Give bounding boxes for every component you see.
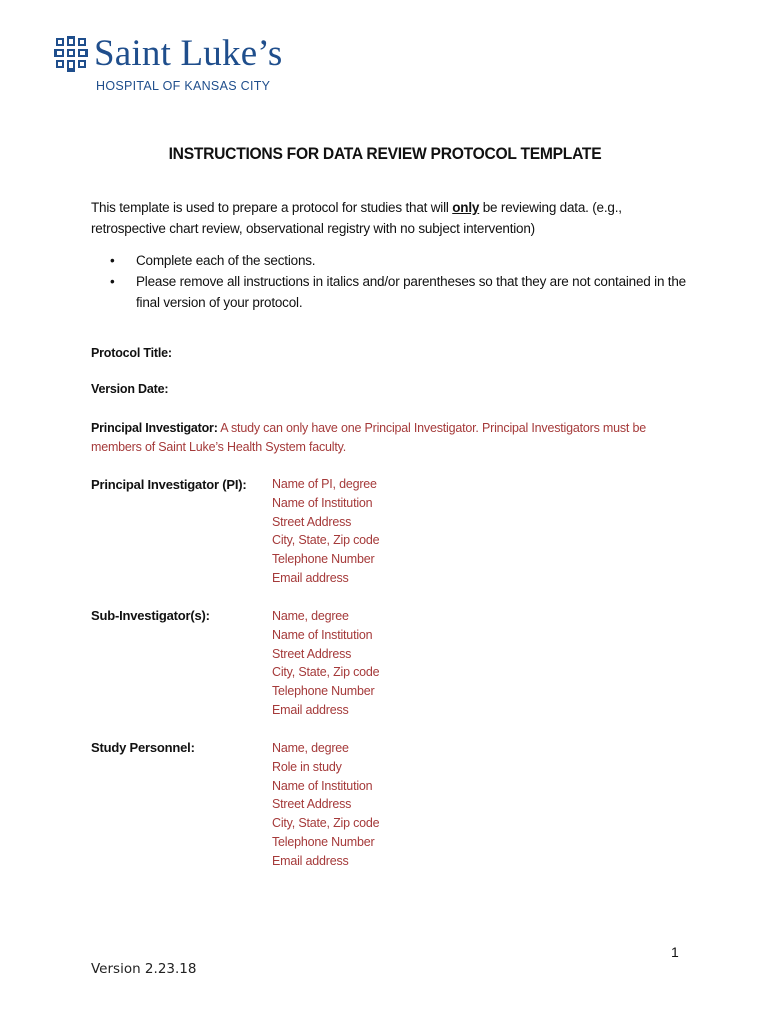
detail-line: Name of Institution (272, 495, 373, 510)
logo-subtitle: HOSPITAL OF KANSAS CITY (96, 79, 271, 93)
pi-note-text: A study can only have one Principal Investigator. Principal Investigators must be members of Saint Luke’s Health System faculty. (91, 421, 646, 454)
version-footer: Version 2.23.18 (91, 961, 197, 977)
study-personnel-details (272, 739, 379, 871)
study-personnel-label: Study Personnel: (91, 740, 195, 755)
pi-note (91, 419, 691, 457)
detail-line: Street Address (272, 797, 352, 812)
page-number: 1 (671, 944, 679, 960)
protocol-title-label: Protocol Title: (91, 346, 172, 360)
detail-line: Name of Institution (272, 627, 373, 642)
cross-grid-icon (54, 36, 88, 72)
list-item (110, 250, 690, 271)
bullet-icon: • (110, 253, 115, 268)
detail-line: Email address (272, 853, 349, 868)
detail-line: Name of Institution (272, 778, 373, 793)
list-item-text: Please remove all instructions in italics and/or parentheses so that they are not contained in the final version of your protocol. (136, 274, 686, 310)
detail-line: Telephone Number (272, 834, 375, 849)
pi-section-label: Principal Investigator (PI): (91, 477, 247, 492)
intro-emphasis: only (452, 200, 480, 215)
intro-text-after: be reviewing data. (e.g., retrospective chart review, observational registry with no subject intervention) (91, 200, 622, 236)
detail-line: Street Address (272, 646, 352, 661)
logo-title: Saint Luke’s (94, 33, 283, 74)
detail-line: Street Address (272, 514, 352, 529)
detail-line: City, State, Zip code (272, 816, 380, 831)
pi-note-label: Principal Investigator: (91, 421, 218, 435)
detail-line: Telephone Number (272, 684, 375, 699)
list-item-text: Complete each of the sections. (136, 253, 316, 268)
detail-line: Name of PI, degree (272, 477, 377, 491)
detail-line: City, State, Zip code (272, 665, 380, 680)
bullet-icon: • (110, 274, 115, 289)
detail-line: Role in study (272, 759, 342, 774)
list-item (110, 271, 690, 313)
detail-line: Telephone Number (272, 552, 375, 567)
detail-line: Email address (272, 702, 349, 717)
intro-paragraph (91, 197, 691, 239)
detail-line: Name, degree (272, 741, 349, 755)
detail-line: Email address (272, 570, 349, 585)
detail-line: City, State, Zip code (272, 533, 380, 548)
version-date-label: Version Date: (91, 382, 169, 396)
document-title: INSTRUCTIONS FOR DATA REVIEW PROTOCOL TEMPLATE (168, 144, 602, 163)
pi-details (272, 475, 379, 588)
sub-investigator-details (272, 607, 379, 720)
detail-line: Name, degree (272, 609, 349, 623)
sub-investigator-label: Sub-Investigator(s): (91, 608, 210, 623)
instruction-list (110, 250, 690, 313)
intro-text-before: This template is used to prepare a protocol for studies that will (91, 200, 453, 215)
